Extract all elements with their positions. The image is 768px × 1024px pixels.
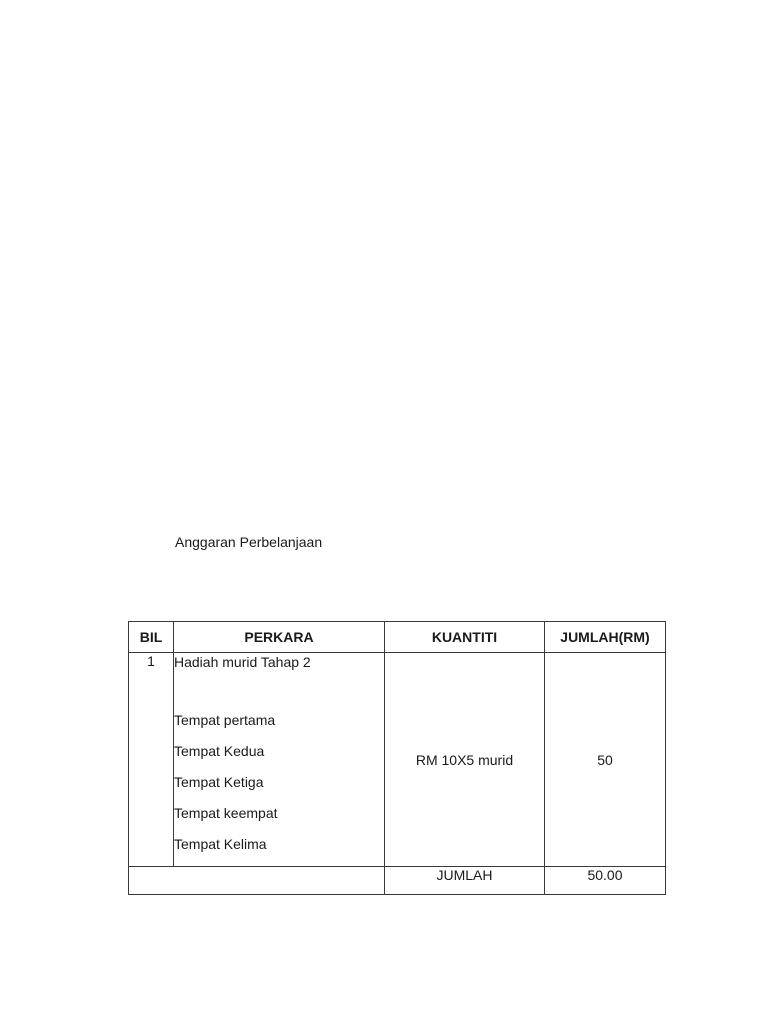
row-perkara (174, 653, 385, 867)
prize-place-list (174, 711, 384, 853)
header-bil: BIL (129, 622, 174, 653)
budget-table (128, 621, 666, 895)
list-item: Tempat Kelima (174, 836, 267, 852)
row-kuantiti: RM 10X5 murid (385, 653, 545, 867)
list-item: Tempat keempat (174, 805, 278, 821)
header-jumlah: JUMLAH(RM) (545, 622, 666, 653)
total-label: JUMLAH (385, 867, 545, 895)
table-header-row (129, 622, 666, 653)
list-item: Tempat Kedua (174, 743, 265, 759)
total-row (129, 867, 666, 895)
header-perkara: PERKARA (174, 622, 385, 653)
list-item: Tempat pertama (174, 712, 276, 728)
total-value: 50.00 (545, 867, 666, 895)
total-empty-cell (129, 867, 385, 895)
row-bil: 1 (129, 653, 174, 867)
perkara-main-item: Hadiah murid Tahap 2 (174, 654, 311, 670)
table-row (129, 653, 666, 867)
list-item: Tempat Ketiga (174, 774, 264, 790)
row-jumlah: 50 (545, 653, 666, 867)
header-kuantiti: KUANTITI (385, 622, 545, 653)
document-title: Anggaran Perbelanjaan (175, 534, 323, 550)
